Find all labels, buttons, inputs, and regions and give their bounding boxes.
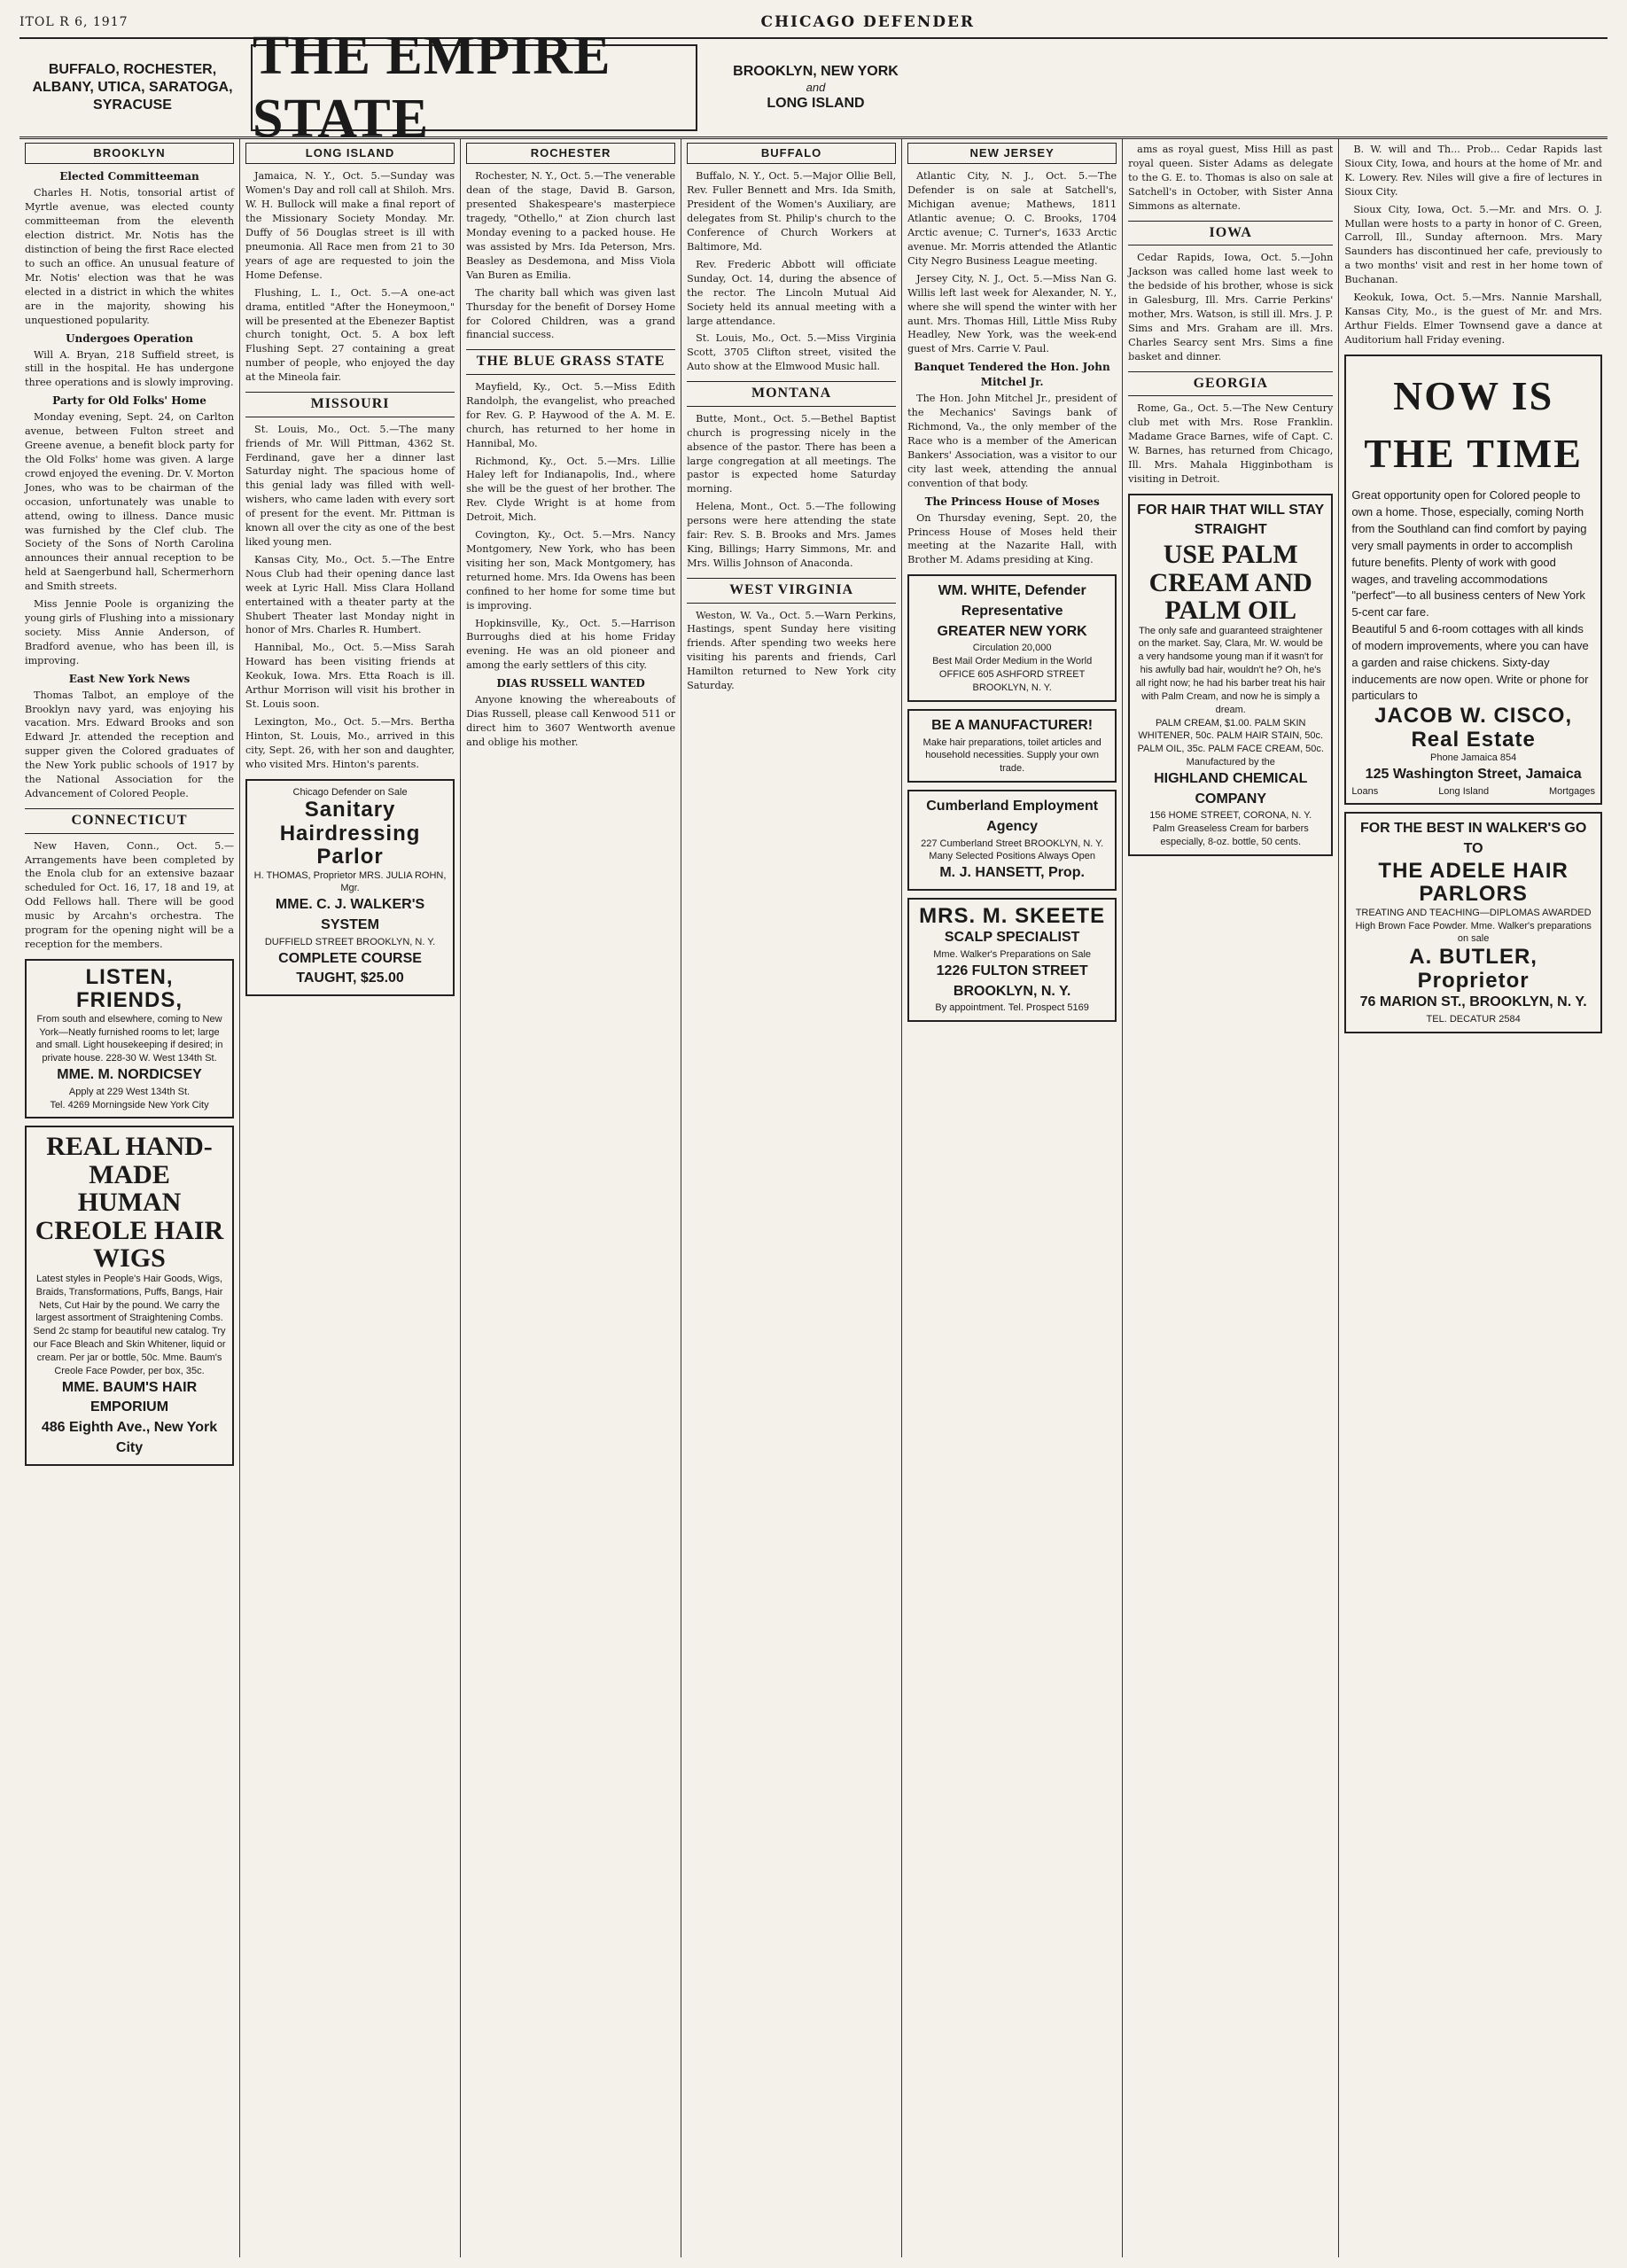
ad-line: DUFFIELD STREET BROOKLYN, N. Y.: [264, 936, 436, 947]
article-paragraph: Buffalo, N. Y., Oct. 5.—Major Ollie Bell, Rev. Fuller Bennett and Mrs. Ida Smith, President of the Women's Auxiliary, are delegates from St. Philip's church to the Conference of Church Workers at Baltimore, Md.: [687, 170, 897, 253]
ad-footer-line: [1351, 785, 1595, 799]
article-paragraph: B. W. will and Th... Prob... Cedar Rapids last Sioux City, Iowa, and hours at the home of Mr. and K. Lowery. Rev. Niles will give a fire of lectures in Sioux City.: [1344, 144, 1602, 198]
article-paragraph: Hopkinsville, Ky., Oct. 5.—Harrison Burroughs died at his home Friday evening. He was an old pioneer and among the early settlers of this city.: [466, 617, 676, 672]
ad-line: 1226 FULTON STREET: [936, 963, 1088, 978]
section-head: MONTANA: [687, 381, 896, 407]
ad-line: Chicago Defender on Sale: [292, 786, 408, 798]
ad-phone: Tel. 4269 Morningside New York City: [50, 1099, 209, 1111]
ad-sanitary-hairdressing: [245, 779, 455, 996]
column-long-island: [240, 139, 461, 2257]
ad-phone: TEL. DECATUR 2584: [1426, 1013, 1521, 1025]
ad-headline: Sanitary Hairdressing Parlor: [279, 798, 421, 869]
section-head: IOWA: [1128, 221, 1333, 246]
article-paragraph: Keokuk, Iowa, Oct. 5.—Mrs. Nannie Marshall, Kansas City, Mo., is the guest of Mr. and Mrs. Arthur Fields. Elmer Townsend gave a dance at Auditorium hall Friday evening.: [1344, 292, 1602, 346]
section-head: MISSOURI: [245, 392, 455, 417]
subhead: Undergoes Operation: [66, 331, 193, 345]
ad-address: 156 HOME STREET, CORONA, N. Y.: [1149, 810, 1312, 822]
subhead: Party for Old Folks' Home: [52, 394, 206, 408]
article-paragraph: Covington, Ky., Oct. 5.—Mrs. Nancy Montgomery, New York, who has been visiting her son, Mack Montgomery, has returned home. Mrs. Ida Owens has been confined to her home for some time but is improving.: [466, 529, 676, 612]
masthead-right-line2: and: [806, 80, 826, 94]
article-paragraph: Richmond, Ky., Oct. 5.—Mrs. Lillie Haley left for Indianapolis, Ind., where she will be the guest of her brother. The Rev. Clyde Wright is at home from Detroit, Mich.: [466, 455, 676, 524]
subhead: Banquet Tendered the Hon. John Mitchel Jr.: [914, 361, 1110, 389]
ad-line: COMPLETE COURSE TAUGHT, $25.00: [278, 950, 422, 986]
section-head: GEORGIA: [1128, 371, 1333, 397]
article-paragraph: St. Louis, Mo., Oct. 5.—The many friends of Mr. Will Pittman, 4362 St. Ferdinand, gave her a dinner last Saturday night. The spacious home of this genial lady was filled with well-wishers, who came laden with every sort of present for the event. Mr. Pittman is known all over the city as one of the best liked young men.: [245, 423, 455, 549]
article-paragraph: Cedar Rapids, Iowa, Oct. 5.—John Jackson was called home last week to the bedside of his brother, whose is sick in Galesburg, Ill. Mrs. Carrie Perkins' mother, Mrs. Watson, is still ill. Mrs. J. P. Sims and Mrs. Graham are ill. Mrs. Charles Searcy sent Mrs. Sims a fine basket and dinner.: [1128, 252, 1334, 362]
subhead: The Princess House of Moses: [924, 495, 1100, 508]
article-paragraph: On Thursday evening, Sept. 20, the Princess House of Moses held their meeting at the Nazarite Hall, with Brother M. Adams presiding at King.: [907, 511, 1117, 566]
article-paragraph: Atlantic City, N. J., Oct. 5.—The Defender is on sale at Satchell's, Michigan avenue; Mathews, 1811 Atlantic avenue; O. C. Brooks, 1704 Arctic avenue; C. Turner's, 1633 Arctic avenue. Mr. Morris attended the Atlantic City Negro Business League meeting.: [907, 170, 1117, 267]
article-paragraph: Monday evening, Sept. 24, on Carlton avenue, between Fulton street and Greene avenue, a benefit block party for the Old Folks' home was given. A large crowd enjoyed the evening. Dr. V. Morton Jones, who was to be chairman of the occasion, unfortunately was unable to attend, owing to illness. Dance music was furnished by the Clef club. The Society of the Sons of North Carolina announces their annual reception to be held at Saengerbund hall, Schermerhorn and Smith streets.: [25, 411, 235, 593]
ad-line: MME. C. J. WALKER'S SYSTEM: [275, 897, 425, 932]
ad-headline: USE PALM CREAM AND PALM OIL: [1148, 540, 1312, 626]
ad-headline: LISTEN, FRIENDS,: [76, 964, 183, 1013]
ad-headline: WM. WHITE, Defender Representative: [938, 583, 1086, 620]
ad-line: Mme. Walker's Preparations on Sale: [933, 949, 1092, 961]
ad-name: MME. M. NORDICSEY: [57, 1067, 202, 1083]
masthead-right-line1: BROOKLYN, NEW YORK: [733, 63, 899, 79]
masthead-title: [251, 26, 697, 149]
ad-footer-center: Long Island: [1438, 785, 1490, 797]
subhead: East New York News: [68, 672, 191, 685]
ad-headline: Cumberland Employment Agency: [926, 799, 1099, 834]
masthead: [19, 26, 1608, 149]
ad-skeete: [907, 898, 1117, 1022]
column-brooklyn: [19, 139, 240, 2257]
ad-line: BROOKLYN, N. Y.: [953, 983, 1071, 999]
article-paragraph: Anyone knowing the whereabouts of Dias Russell, please call Kenwood 511 or direct him to 3607 Wentworth avenue and oblige his mother.: [466, 694, 676, 748]
ad-text: Beautiful 5 and 6-room cottages with all kinds of modern improvements, where you can have a garden and raise chickens. Sixty-day inducements are now open. Write or phone for particulars to: [1351, 622, 1589, 703]
article-paragraph: The Hon. John Mitchel Jr., president of the Mechanics' Savings bank of Richmond, Va., the only member of the Race who is a member of the American Bankers' Association, was a visitor to our city last week, attending the annual convention of that body.: [907, 393, 1117, 489]
ad-defender-representative: [907, 574, 1117, 702]
article-paragraph: St. Louis, Mo., Oct. 5.—Miss Virginia Scott, 3705 Clifton street, visited the Auto show at the Elmwood Music hall.: [687, 332, 897, 373]
ad-name: JACOB W. CISCO, Real Estate: [1374, 704, 1573, 752]
article-paragraph: ams as royal guest, Miss Hill as past royal queen. Sister Adams as delegate to the G. E. to. Thomas is also on sale at Satchell's in October, with Sister Anna Simmons as alternate.: [1128, 144, 1334, 212]
ad-line: By appointment. Tel. Prospect 5169: [935, 1002, 1089, 1014]
folio-paper-name: CHICAGO DEFENDER: [760, 13, 976, 31]
ad-line: High Brown Face Powder. Mme. Walker's preparations on sale: [1355, 920, 1592, 945]
ad-footer-left: Loans: [1351, 785, 1379, 797]
ad-line: FOR THE BEST IN WALKER'S GO TO: [1359, 821, 1587, 857]
ad-line: Manufactured by the: [1186, 757, 1275, 768]
columns: [19, 139, 1608, 2257]
masthead-left-text: BUFFALO, ROCHESTER, ALBANY, UTICA, SARATOGA, SYRACUSE: [32, 62, 233, 113]
ad-line: Best Mail Order Medium in the World: [932, 656, 1093, 667]
article-paragraph: Rochester, N. Y., Oct. 5.—The venerable dean of the stage, David B. Garson, presented Shakespeare's masterpiece tragedy, "Othello," at Zion church last Monday evening to a packed house. He was assisted by Mrs. Ida Peterson, Mrs. Beasley as Desdemona, and Miss Viola Van Buren as Emilia.: [466, 170, 676, 281]
ad-listen-friends: [25, 959, 234, 1119]
ad-address: OFFICE 605 ASHFORD STREET BROOKLYN, N. Y.: [938, 669, 1086, 693]
masthead-right: [703, 39, 929, 136]
article-paragraph: Kansas City, Mo., Oct. 5.—The Entre Nous Club had their opening dance last week at Lyric Hall. Miss Clara Holland entertained with a theater party at the Shubert Theater last Monday night in honor of Mrs. Charles R. Humbert.: [245, 553, 455, 636]
ad-text: Make hair preparations, toilet articles and household necessities. Supply your own trade.: [922, 737, 1102, 775]
ad-headline: THE ADELE HAIR PARLORS: [1378, 858, 1569, 907]
ad-creole-hair: [25, 1126, 234, 1465]
ad-line: GREATER NEW YORK: [937, 623, 1087, 639]
ad-headline: NOW IS THE TIME: [1364, 372, 1583, 476]
ad-text: The only safe and guaranteed straightener on the market. Say, Clara, Mr. W. would be a very handsome young man if it wasn't for his awfully bad hair, wouldn't he? Oh, he's all right now; he had his barber treat his hair with Palm Cream, and now he is simply a dream.: [1135, 625, 1326, 715]
article-paragraph: Weston, W. Va., Oct. 5.—Warn Perkins, Hastings, spent Sunday here visiting friends. After spending two weeks here visiting his parents and friends, Carl Hamilton returned to New York city Saturday.: [687, 609, 897, 692]
ad-line: Many Selected Positions Always Open: [929, 851, 1095, 862]
column-head: BUFFALO: [687, 143, 896, 164]
ad-palm-cream: [1128, 494, 1333, 856]
masthead-right-line3: LONG ISLAND: [767, 96, 865, 112]
column-head: LONG ISLAND: [245, 143, 455, 164]
article-paragraph: Miss Jennie Poole is organizing the young girls of Flushing into a missionary society. Miss Annie Anderson, of Bradford avenue, who has been ill, is improving.: [25, 598, 235, 666]
article-paragraph: Will A. Bryan, 218 Suffield street, is still in the hospital. He has undergone three operations and is slowly improving.: [25, 348, 235, 389]
ad-line: FOR HAIR THAT WILL STAY STRAIGHT: [1137, 502, 1325, 538]
section-head: WEST VIRGINIA: [687, 578, 896, 604]
ad-name: MME. BAUM'S HAIR EMPORIUM: [61, 1379, 198, 1415]
ad-line: H. THOMAS, Proprietor MRS. JULIA ROHN, Mgr.: [253, 869, 447, 894]
article-paragraph: Lexington, Mo., Oct. 5.—Mrs. Bertha Hinton, St. Louis, Mo., arrived in this city, Sept. 26, with her son and daughter, who visited Mrs. Hinton's parents.: [245, 715, 455, 770]
folio-date: ITOL R 6, 1917: [19, 15, 128, 29]
article-paragraph: Rome, Ga., Oct. 5.—The New Century club met with Mrs. Rose Franklin. Madame Grace Barnes, wife of Capt. C. W. Barnes, has returned from Chicago, Ill. Mrs. Mahala Higginbotham is visiting in Detroit.: [1128, 402, 1334, 485]
column-buffalo: [681, 139, 902, 2257]
ad-now-is-the-time: [1344, 355, 1602, 806]
section-head: CONNECTICUT: [25, 808, 234, 834]
ad-name: M. J. HANSETT, Prop.: [939, 865, 1085, 881]
article-paragraph: Butte, Mont., Oct. 5.—Bethel Baptist church is progressing nicely in the absence of the pastor. There has been a large congregation at all meetings. The pastor is expected home Saturday morning.: [687, 412, 897, 495]
section-head: THE BLUE GRASS STATE: [466, 349, 675, 375]
article-paragraph: New Haven, Conn., Oct. 5.—Arrangements have been completed by the Enola club for an extensive bazaar scheduled for Oct. 16, 17, 18 and 19, at Odd Fellows hall. There will be good music by Arcahn's orchestra. The program for the opening night will be a reception for the members.: [25, 839, 235, 950]
ad-prices: PALM CREAM, $1.00. PALM SKIN WHITENER, 50c. PALM HAIR STAIN, 50c. PALM OIL, 35c. PALM FACE CREAM, 50c.: [1137, 717, 1324, 755]
ad-adele-hair-parlors: [1344, 812, 1602, 1033]
ad-address: 227 Cumberland Street BROOKLYN, N. Y.: [921, 838, 1104, 849]
article-paragraph: The charity ball which was given last Thursday for the benefit of Dorsey Home for Colored Children, was a grand financial success.: [466, 286, 676, 341]
ad-headline: BE A MANUFACTURER!: [931, 717, 1094, 733]
column-new-jersey: [902, 139, 1123, 2257]
ad-address: 76 MARION ST., BROOKLYN, N. Y.: [1359, 994, 1587, 1009]
ad-line: Circulation 20,000: [972, 643, 1052, 654]
column-right: [1339, 139, 1608, 2257]
article-paragraph: Jersey City, N. J., Oct. 5.—Miss Nan G. Willis left last week for Alexander, N. Y., where she will spend the winter with her aunt. Mrs. Thomas Hill, Little Miss Ruby Headley, New York, was the week-end guest of Mrs. Carrie V. Paul.: [907, 272, 1117, 355]
masthead-title-text: THE EMPIRE STATE: [253, 26, 611, 149]
article-paragraph: Hannibal, Mo., Oct. 5.—Miss Sarah Howard has been visiting friends at Keokuk, Iowa. Mrs. Etta Roach is ill. Arthur Morrison will visit his brother in St. Louis soon.: [245, 642, 455, 710]
column-head: NEW JERSEY: [907, 143, 1117, 164]
ad-address: Apply at 229 West 134th St.: [68, 1086, 191, 1097]
ad-line: Palm Greaseless Cream for barbers especially, 8-oz. bottle, 50 cents.: [1152, 823, 1309, 847]
ad-text: From south and elsewhere, coming to New York—Neatly furnished rooms to let; large and small. Light housekeeping if desired; in private house. 228-30 W. West 134th St.: [35, 1013, 223, 1064]
column-head: BROOKLYN: [25, 143, 234, 164]
ad-manufacturer: [907, 709, 1117, 783]
ad-line: SCALP SPECIALIST: [944, 930, 1080, 946]
article-paragraph: Rev. Frederic Abbott will officiate Sunday, Oct. 14, during the absence of the rector. The Lincoln Mutual Aid Society held its annual meeting with a large attendance.: [687, 258, 897, 327]
ad-headline: REAL HAND-MADE: [46, 1132, 213, 1189]
ad-headline: HUMAN CREOLE HAIR WIGS: [35, 1188, 224, 1274]
article-paragraph: Sioux City, Iowa, Oct. 5.—Mr. and Mrs. O. J. Mullan were hosts to a party in honor of C. Green, Carroll, Ill., Sunday afternoon. Mrs. Mary Saunders has discontinued her cafe, previously to a two months' visit and rest in her home town of Buchanan.: [1344, 203, 1602, 286]
ad-phone: Phone Jamaica 854: [1430, 752, 1517, 764]
ad-line: TREATING AND TEACHING—DIPLOMAS AWARDED: [1355, 907, 1592, 918]
ad-name: A. BUTLER, Proprietor: [1409, 945, 1537, 993]
article-paragraph: Flushing, L. I., Oct. 5.—A one-act drama, entitled "After the Honeymoon," will be presented at the Ebenezer Baptist church tonight, Oct. 5. A box left Flushing Sept. 27 containing a great number of people, who enjoyed the day at the Mineola fair.: [245, 286, 455, 384]
ad-address: 486 Eighth Ave., New York City: [41, 1420, 218, 1455]
article-paragraph: Thomas Talbot, an employe of the Brooklyn navy yard, was enjoying his vacation. Mrs. Edward Brooks and son Edward Jr. attended the reception and supper given the Colored graduates of the New York public schools of 1917 by the National Association for the Advancement of Colored People.: [25, 689, 235, 800]
subhead: Elected Committeeman: [59, 170, 199, 183]
column-head: ROCHESTER: [466, 143, 675, 164]
article-paragraph: Mayfield, Ky., Oct. 5.—Miss Edith Randolph, the evangelist, who preached for Rev. G. P. Haywood of the A. M. E. church, has returned to her home in Hannibal, Mo.: [466, 381, 676, 449]
ad-company: HIGHLAND CHEMICAL COMPANY: [1154, 770, 1308, 807]
subhead: DIAS RUSSELL WANTED: [496, 677, 645, 690]
column-rochester: [461, 139, 681, 2257]
ad-footer-right: Mortgages: [1548, 785, 1595, 797]
article-paragraph: Charles H. Notis, tonsorial artist of Myrtle avenue, was elected county committeeman from the eleventh election district. Mr. Notis has the distinction of being the first Race elected to such an office. An unusual feature of Mr. Notis' election was that he was elected in a district in which the whites are in the majority, showing his unquestioned popularity.: [25, 187, 235, 326]
ad-address: 125 Washington Street, Jamaica: [1365, 766, 1582, 782]
ad-cumberland-agency: [907, 790, 1117, 891]
masthead-left-cities: [19, 39, 245, 136]
column-iowa-georgia: [1123, 139, 1339, 2257]
ad-text: Great opportunity open for Colored people to own a home. Those, especially, coming North from the Southland can find comfort by paying very small payments in order to accomplish future benefits. Plenty of work with good wages, and traveling accommodations "perfect"—to all business centers of New York 5-cent car fare.: [1351, 488, 1587, 620]
article-paragraph: Helena, Mont., Oct. 5.—The following persons were here attending the state fair: Rev. S. B. Brooks and Mrs. James King, Billings; Harry Simmons, Mr. and Mrs. Willis Johnson of Anaconda.: [687, 501, 897, 569]
ad-text: Latest styles in People's Hair Goods, Wigs, Braids, Transformations, Puffs, Bangs, Hair Nets, Cut Hair by the pound. We carry the largest assortment of Straightening Combs. Send 2c stamp for beautiful new catalog. Try our Face Bleach and Skin Whitener, liquid or cream. Per jar or bottle, 50c. Mme. Baum's Creole Face Powder, per box, 35c.: [33, 1273, 226, 1376]
ad-headline: MRS. M. SKEETE: [919, 903, 1106, 928]
article-paragraph: Jamaica, N. Y., Oct. 5.—Sunday was Women's Day and roll call at Shiloh. Mrs. W. H. Bullock will make a final report of the Missionary Society Monday. Mr. Duffy of 56 Douglas street is ill with pneumonia. All Race men from 21 to 30 years of age are requested to join the Home Defense.: [245, 170, 455, 281]
